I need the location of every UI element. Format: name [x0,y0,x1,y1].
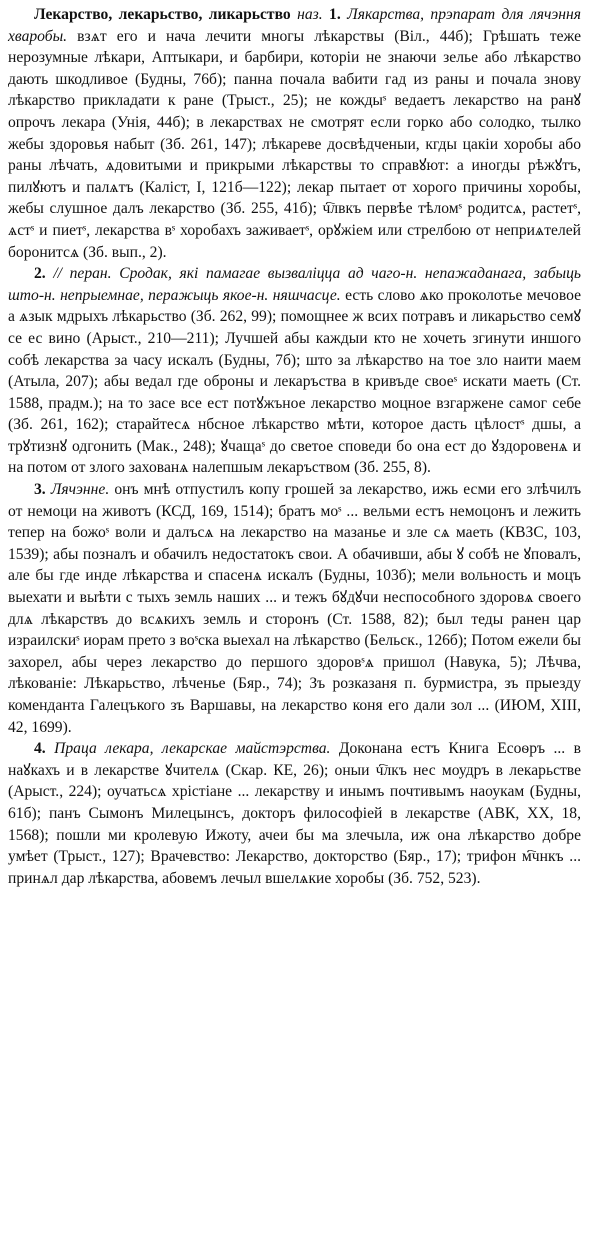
sense-citations: взѧт его и нача лечити многы лѣкарствы (Віл., 44б); Грѣшать теже нерозумные лѣкари, Аптыкари, и барбири, которіи не знаючи зелье або лѣкарство дають шкодливое (Будны, 76б); панна почала вабити гад из раны и почала знову лѣкарство прикладати к ране (Трыст., 25); не кождыˢ ведаетъ лекарство на ранꙋ опрочъ лекара (Унія, 44б); в лекарствах не смотрят если горко або солодко, тылко жебы здоровья набыт (Зб. 261, 147); лѣкареве досвѣдченыи, кгды цакіи хоробы або раны лѣчать, ѧдовитыми и прикрыми лѣкарствы то справꙋют: а иногды рѣжꙋтъ, пилꙋютъ и палѧтъ (Каліст, І, 121б—122); лекар пытает от хорого причины хоробы, жебы слушное далъ лекарство (Зб. 255, 41б); ч҇лвкъ первѣе тѣломˢ родитсѧ, растетˢ, ѧстˢ и пиетˢ, лекарства вˢ хоробахъ заживаетˢ, орꙋжіем или стрелбою от неприѧтелей боронитсѧ (Зб. вып., 2). [8,27,581,261]
sense-definition: // перан. Сродак, які памагае вызваліцца ад чаго-н. непажаданага, забыць што-н. непрыемнае, перажыць якое-н. няшчасце. [8,265,581,304]
sense-citations: есть слово ѧко проколотье мечовое а ѧзык мдрыхъ лѣкарьство (Зб. 262, 99); помощнее ж всих потравъ и ликарьство семꙋ се ес вино (Арыст., 210—211); Лучшей абы каждыи кто не хочеть згинути иншого собѣ лекарства за часу искалъ (Будны, 7б); што за лѣкарство на тое зло наити маем (Атыла, 207); абы ведал где оброны и лекаръства в кривъде своеˢ искати маеть (Ст. 1588, прадм.); на то засе все ест потꙋжъное лекарство моцное взгаржене самог себе (Зб. 261, 162); старайтесѧ нбсное лѣкарство мѣти, которое дасть цѣлостˢ дшы, а трꙋтизнꙋ одгонить (Мак., 248); ꙋчащаˢ до светое споведи бо она ест до ꙋздоровенѧ и на потом от злого захованѧ налепшым лекаръством (Зб. 255, 8). [8,286,581,477]
sense-1-paragraph [8,4,581,263]
sense-definition: Лячэнне. [50,481,110,499]
sense-citations: онъ мнѣ отпустилъ копу грошей за лекарство, ижь есми его злѣчилъ от немоци на животъ (КСД, 169, 1514); братъ моˢ ... вельми естъ немоцонъ и лежить тепер на божоˢ воли и далъсѧ на лекарство на мазанье и зле сѧ маеть (КВЗС, 103, 1539); абы позналъ и обачилъ недостатокъ свои. А обачивши, абы ꙋ собѣ не ꙋповалъ, але бы где инде лѣкарства и спасенѧ искалъ (Будны, 103б); мели вольность и моцъ выехати и выѣти с тыхъ земль наших ... и тежъ бꙋдꙋчи неспособного здоровѧ своего длѧ лѣкарствъ до всѧкихъ земль и сторонъ (Ст. 1588, 82); был теды ранен цар израилскиˢ иорам прето з воˢска выехал на лѣкарство (Бельск., 126б); Потом ежели бы захорел, абы через лекарство до першого здоровˢѧ пришол (Навука, 5); Лѣчва, лѣкованіе: Лѣкарьство, лѣченье (Бяр., 74); Зъ розказаня п. бурмистра, зъ прыезду коменданта Галецъкого зъ Варшавы, на лекарство коня его дали зол ... (ИЮМ, XIII, 42, 1699). [8,481,582,736]
sense-number: 1. [329,6,341,23]
sense-number: 4. [34,740,46,758]
sense-3-paragraph [8,479,581,738]
sense-2-paragraph [8,263,581,479]
sense-definition: Лякарства, прэпарат для лячэння хваробы. [8,6,581,45]
sense-citations: Доконана естъ Книга Есоѳръ ... в наꙋкахъ и в лекарстве ꙋчителѧ (Скар. КЕ, 26); оныи ч҇лкъ нес моудръ в лекарьстве (Арыст., 224); оучатьсѧ хрістіане ... лекарству и инымъ почтивымъ наоукам (Будны, 61б); панъ Сымонъ Милецынсъ, докторъ философіей в лекарстве (АВК, XX, 18, 1568); пошли ми кролевую Ижоту, ачеи бы ма злечыла, иж она лѣкарство добре умѣет (Трыст., 127); Врачевство: Лекарство, докторство (Бяр., 17); трифон м҇чнкъ ... принѧл дар лѣкарства, абовемъ лечыл вшелѧкие хоробы (Зб. 752, 523). [8,740,581,887]
part-of-speech: наз. [297,6,323,23]
sense-number: 3. [34,481,46,499]
headword: Лекарство, лекарьство, ликарьство [34,6,291,23]
sense-4-paragraph [8,738,581,889]
sense-definition: Праца лекара, лекарскае майстэрства. [54,740,331,758]
sense-number: 2. [34,265,46,283]
